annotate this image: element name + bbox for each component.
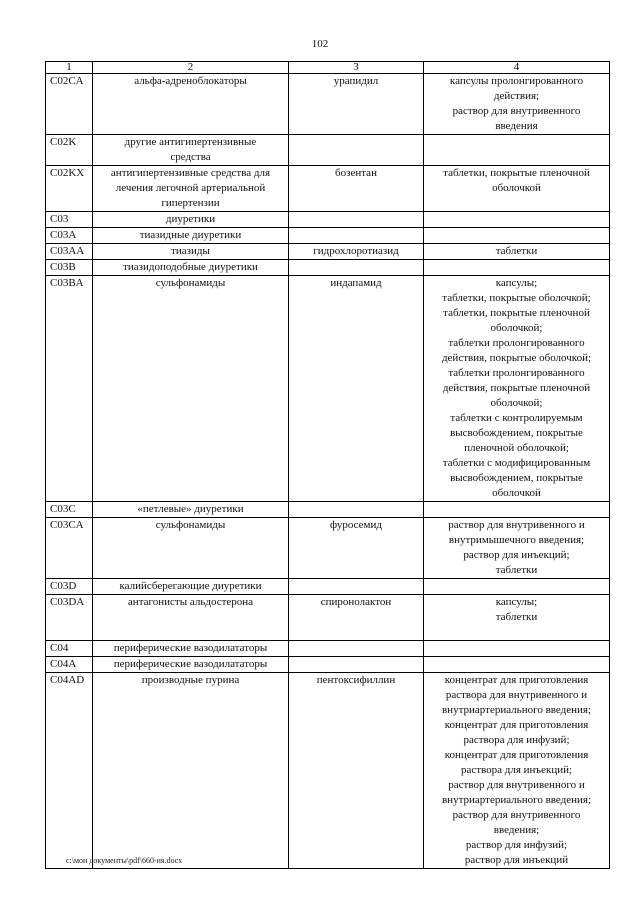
anatomical-group-line: периферические вазодилататоры [113, 658, 268, 670]
dosage-form-line: введения [495, 120, 538, 132]
anatomical-group [93, 518, 289, 579]
table-row [46, 641, 610, 657]
atc-code: C03CA [46, 518, 93, 579]
anatomical-group-line: гипертензии [161, 197, 220, 209]
dosage-form-line: капсулы пролонгированного [449, 75, 584, 87]
dosage-form-line: капсулы; [495, 277, 538, 289]
dosage-form-line: внутриартериального введения; [441, 704, 591, 716]
dosage-form [424, 135, 610, 166]
drug-name [289, 228, 424, 244]
drug-name [289, 502, 424, 518]
table-row [46, 166, 610, 212]
drug-name [289, 595, 424, 641]
dosage-form-line: раствор для внутривенного и [448, 519, 585, 531]
anatomical-group-line: другие антигипертензивные [124, 136, 257, 148]
table-row [46, 74, 610, 135]
drug-name [289, 135, 424, 166]
dosage-form-line: раствор для внутривенного и [448, 779, 585, 791]
dosage-form [424, 595, 610, 641]
anatomical-group [93, 228, 289, 244]
anatomical-group-line: тиазидные диуретики [139, 229, 242, 241]
dosage-form-line: капсулы; [495, 596, 538, 608]
column-header-4: 4 [424, 62, 610, 74]
drug-name-line: спиронолактон [320, 596, 392, 608]
table-row [46, 657, 610, 673]
atc-code: C02K [46, 135, 93, 166]
anatomical-group [93, 212, 289, 228]
dosage-form-line: таблетки, покрытые пленочной [443, 307, 590, 319]
dosage-form [424, 673, 610, 869]
dosage-form [424, 166, 610, 212]
atc-code: C03DA [46, 595, 93, 641]
dosage-form-line: таблетки [495, 611, 538, 623]
anatomical-group-line: сульфонамиды [155, 519, 226, 531]
anatomical-group [93, 166, 289, 212]
dosage-form-line: оболочкой [492, 487, 541, 499]
anatomical-group [93, 276, 289, 502]
dosage-form-line: таблетки пролонгированного [448, 337, 585, 349]
dosage-form-line: действия, покрытые оболочкой; [441, 352, 592, 364]
dosage-form [424, 502, 610, 518]
dosage-form-line: концентрат для приготовления [444, 674, 589, 686]
anatomical-group [93, 260, 289, 276]
file-path-footer: c:\мои документы\pdf\660-ия.docx [66, 856, 183, 865]
anatomical-group-line: «петлевые» диуретики [137, 503, 244, 515]
dosage-form-line: раствор для инъекций; [463, 549, 570, 561]
dosage-form [424, 212, 610, 228]
drug-name [289, 276, 424, 502]
atc-code: C02KX [46, 166, 93, 212]
anatomical-group-line: лечения легочной артериальной [115, 182, 266, 194]
dosage-form-line: таблетки с модифицированным [442, 457, 591, 469]
drug-name [289, 212, 424, 228]
table-row [46, 260, 610, 276]
dosage-form [424, 579, 610, 595]
table-row [46, 595, 610, 641]
dosage-form-line: раствора для инъекций; [460, 764, 573, 776]
drug-name [289, 579, 424, 595]
atc-code: C03AA [46, 244, 93, 260]
drug-name [289, 673, 424, 869]
dosage-form-line: таблетки [495, 564, 538, 576]
dosage-form [424, 228, 610, 244]
atc-code: C02CA [46, 74, 93, 135]
atc-code: C03D [46, 579, 93, 595]
anatomical-group [93, 641, 289, 657]
dosage-form-line: внутриартериального введения; [441, 794, 591, 806]
atc-code: C03A [46, 228, 93, 244]
drug-name [289, 166, 424, 212]
table-row [46, 673, 610, 869]
dosage-form-line: таблетки, покрытые пленочной [443, 167, 590, 179]
column-header-2: 2 [93, 62, 289, 74]
dosage-form [424, 244, 610, 260]
anatomical-group [93, 579, 289, 595]
dosage-form-line: таблетки, покрытые оболочкой; [442, 292, 591, 304]
dosage-form-line: концентрат для приготовления [444, 719, 589, 731]
dosage-form-line: таблетки пролонгированного [448, 367, 585, 379]
dosage-form-line: действия, покрытые пленочной [442, 382, 591, 394]
table-row [46, 212, 610, 228]
table-row [46, 135, 610, 166]
anatomical-group-line: средства [170, 151, 211, 163]
dosage-form [424, 260, 610, 276]
anatomical-group [93, 502, 289, 518]
table-row [46, 518, 610, 579]
dosage-form-line: высвобождением, покрытые [450, 427, 583, 439]
atc-code: C03 [46, 212, 93, 228]
anatomical-group-line: антагонисты альдостерона [127, 596, 254, 608]
dosage-form-line: пленочной оболочкой; [464, 442, 569, 454]
anatomical-group-line: тиазидоподобные диуретики [123, 261, 258, 273]
table-row [46, 244, 610, 260]
dosage-form-line: внутримышечного введения; [448, 534, 585, 546]
column-header-1: 1 [46, 62, 93, 74]
anatomical-group-line: тиазиды [171, 245, 210, 257]
drug-name [289, 244, 424, 260]
dosage-form-line: введения; [493, 824, 540, 836]
atc-code: C03C [46, 502, 93, 518]
drug-name-line: фуросемид [330, 519, 382, 531]
drug-name [289, 657, 424, 673]
dosage-form [424, 518, 610, 579]
anatomical-group [93, 74, 289, 135]
anatomical-group-line: сульфонамиды [155, 277, 226, 289]
atc-code: C03BA [46, 276, 93, 502]
dosage-form-line: оболочкой [492, 182, 541, 194]
anatomical-group-line: калийсберегающие диуретики [119, 580, 262, 592]
table-row [46, 502, 610, 518]
drug-table [45, 61, 610, 869]
drug-name-line: гидрохлоротиазид [313, 245, 399, 257]
drug-name-line: урапидил [333, 75, 379, 87]
anatomical-group [93, 135, 289, 166]
drug-name-line: пентоксифиллин [316, 674, 396, 686]
table-header-row [46, 62, 610, 74]
anatomical-group-line: производные пурина [141, 674, 240, 686]
anatomical-group [93, 657, 289, 673]
atc-code: C04AD [46, 673, 93, 869]
anatomical-group-line: альфа-адреноблокаторы [134, 75, 247, 87]
dosage-form-line: таблетки [495, 245, 538, 257]
table-row [46, 228, 610, 244]
anatomical-group [93, 673, 289, 869]
atc-code: C04A [46, 657, 93, 673]
atc-code: C04 [46, 641, 93, 657]
dosage-form-line: раствора для внутривенного и [445, 689, 588, 701]
drug-name [289, 260, 424, 276]
dosage-form-line [428, 625, 605, 640]
anatomical-group-line: диуретики [165, 213, 216, 225]
column-header-3: 3 [289, 62, 424, 74]
dosage-form-line: таблетки с контролируемым [450, 412, 583, 424]
anatomical-group-line: периферические вазодилататоры [113, 642, 268, 654]
dosage-form-line: раствор для инъекций [464, 854, 569, 866]
dosage-form [424, 74, 610, 135]
dosage-form-line: оболочкой; [490, 397, 543, 409]
dosage-form-line: концентрат для приготовления [444, 749, 589, 761]
dosage-form-line: раствора для инфузий; [463, 734, 570, 746]
drug-name-line: индапамид [330, 277, 382, 289]
table-row [46, 276, 610, 502]
anatomical-group [93, 244, 289, 260]
drug-name [289, 641, 424, 657]
dosage-form-line: раствор для внутривенного [452, 809, 581, 821]
dosage-form-line: раствор для инфузий; [465, 839, 568, 851]
dosage-form [424, 276, 610, 502]
anatomical-group-line: антигипертензивные средства для [110, 167, 271, 179]
dosage-form [424, 641, 610, 657]
dosage-form-line: действия; [493, 90, 540, 102]
page-number: 102 [311, 38, 329, 50]
drug-name-line: бозентан [335, 167, 377, 179]
dosage-form [424, 657, 610, 673]
dosage-form-line: оболочкой; [490, 322, 543, 334]
drug-name [289, 518, 424, 579]
dosage-form-line: раствор для внутривенного [452, 105, 581, 117]
dosage-form-line: высвобождением, покрытые [450, 472, 583, 484]
drug-name [289, 74, 424, 135]
atc-code: C03B [46, 260, 93, 276]
table-row [46, 579, 610, 595]
anatomical-group [93, 595, 289, 641]
